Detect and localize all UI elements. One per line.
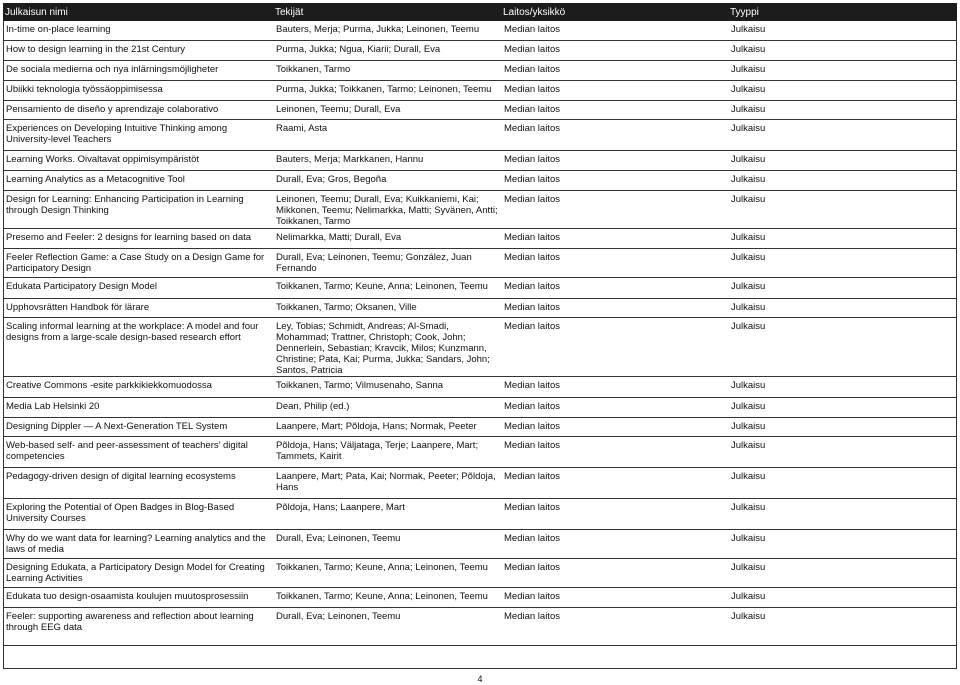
row-type: Julkaisu [731,194,766,205]
row-type: Julkaisu [731,84,766,95]
table-row [4,437,956,468]
row-unit: Median laitos [504,421,560,432]
row-title: How to design learning in the 21st Century [6,44,186,55]
row-title: Design for Learning: Enhancing Participation in Learning through Design Thinking [6,194,244,216]
table-row [4,588,956,608]
row-type: Julkaisu [731,502,766,513]
row-unit: Median laitos [504,562,560,573]
row-type: Julkaisu [731,252,766,263]
row-authors: Toikkanen, Tarmo [276,64,351,75]
row-title: Designing Dippler — A Next-Generation TEL System [6,421,228,432]
row-unit: Median laitos [504,84,560,95]
row-unit: Median laitos [504,123,560,134]
row-type: Julkaisu [731,421,766,432]
table-row [4,21,956,41]
row-title: Why do we want data for learning? Learning analytics and the laws of media [6,533,266,555]
table-row [4,41,956,61]
row-title: Pensamiento de diseño y aprendizaje colaborativo [6,104,219,115]
row-unit: Median laitos [504,154,560,165]
row-authors: Toikkanen, Tarmo; Oksanen, Ville [276,302,417,313]
row-type: Julkaisu [731,401,766,412]
row-type: Julkaisu [731,232,766,243]
row-title: Upphovsrätten Handbok för lärare [6,302,150,313]
row-unit: Median laitos [504,440,560,451]
row-type: Julkaisu [731,44,766,55]
row-unit: Median laitos [504,471,560,482]
row-unit: Median laitos [504,104,560,115]
table-row [4,249,956,278]
header-authors: Tekijät [275,7,304,18]
row-authors: Toikkanen, Tarmo; Keune, Anna; Leinonen, Teemu [276,591,488,602]
row-title: Edukata tuo design-osaamista koulujen muutosprosessiin [6,591,249,602]
header-type: Tyyppi [730,7,759,18]
row-unit: Median laitos [504,24,560,35]
row-authors: Purma, Jukka; Toikkanen, Tarmo; Leinonen, Teemu [276,84,492,95]
row-authors: Dean, Philip (ed.) [276,401,350,412]
row-title: Creative Commons -esite parkkikiekkomuodossa [6,380,212,391]
row-authors: Toikkanen, Tarmo; Keune, Anna; Leinonen, Teemu [276,562,488,573]
row-title: Presemo and Feeler: 2 designs for learning based on data [6,232,252,243]
table-row [4,418,956,437]
row-unit: Median laitos [504,591,560,602]
row-unit: Median laitos [504,502,560,513]
table-header [3,3,957,21]
table-row [4,229,956,249]
page-number: 4 [477,674,483,684]
row-title: Feeler Reflection Game: a Case Study on a Design Game for Participatory Design [6,252,265,274]
table-row [4,468,956,499]
row-type: Julkaisu [731,471,766,482]
row-type: Julkaisu [731,154,766,165]
row-authors: Leinonen, Teemu; Durall, Eva; Kuikkaniemi, Kai; Mikkonen, Teemu; Nelimarkka, Matti; Syvänen, Antti; Toikkanen, Tarmo [276,194,498,227]
row-authors: Nelimarkka, Matti; Durall, Eva [276,232,402,243]
row-unit: Median laitos [504,194,560,205]
row-authors: Ley, Tobias; Schmidt, Andreas; Al-Smadi, Mohammad; Trattner, Christoph; Cook, John; Dennerlein, Sebastian; Kravcik, Milos; Kunzmann, Christine; Pata, Kai; Purma, Jukka; Sandars, John; Santos, Patricia [276,321,490,376]
table-row [4,81,956,101]
table-row [4,299,956,318]
row-authors: Durall, Eva; Leinonen, Teemu [276,611,401,622]
row-unit: Median laitos [504,281,560,292]
row-unit: Median laitos [504,64,560,75]
row-type: Julkaisu [731,64,766,75]
row-authors: Purma, Jukka; Ngua, Kiarii; Durall, Eva [276,44,441,55]
row-title: Experiences on Developing Intuitive Thinking among University-level Teachers [6,123,228,145]
table-row [4,151,956,171]
row-unit: Median laitos [504,533,560,544]
row-authors: Durall, Eva; Leinonen, Teemu [276,533,401,544]
row-authors: Durall, Eva; Leinonen, Teemu; González, Juan Fernando [276,252,472,274]
row-unit: Median laitos [504,44,560,55]
row-type: Julkaisu [731,281,766,292]
row-title: Web-based self- and peer-assessment of teachers’ digital competencies [6,440,248,462]
row-type: Julkaisu [731,302,766,313]
publication-table [3,3,957,669]
row-type: Julkaisu [731,123,766,134]
row-unit: Median laitos [504,380,560,391]
table-row [4,608,956,646]
row-title: Learning Analytics as a Metacognitive Tool [6,174,185,185]
table-row [4,398,956,418]
row-authors: Põldoja, Hans; Laanpere, Mart [276,502,405,513]
table-row [4,499,956,530]
table-row [4,278,956,299]
row-unit: Median laitos [504,174,560,185]
row-authors: Laanpere, Mart; Pata, Kai; Normak, Peeter; Põldoja, Hans [276,471,496,493]
row-authors: Raami, Asta [276,123,328,134]
row-type: Julkaisu [731,24,766,35]
header-unit: Laitos/yksikkö [503,7,566,18]
row-title: In-time on-place learning [6,24,111,35]
row-type: Julkaisu [731,174,766,185]
row-type: Julkaisu [731,440,766,451]
table-row [4,61,956,81]
row-type: Julkaisu [731,321,766,332]
row-title: Pedagogy-driven design of digital learning ecosystems [6,471,236,482]
table-row [4,191,956,229]
table-row [4,120,956,151]
row-title: Edukata Participatory Design Model [6,281,158,292]
table-row [4,530,956,559]
row-title: Learning Works. Oivaltavat oppimisympäristöt [6,154,200,165]
row-type: Julkaisu [731,533,766,544]
table-row [4,377,956,398]
row-title: Media Lab Helsinki 20 [6,401,100,412]
table-body [3,21,957,669]
table-row [4,171,956,191]
row-title: Scaling informal learning at the workplace: A model and four designs from a large-scale design-based research effort [6,321,259,343]
row-unit: Median laitos [504,321,560,332]
row-unit: Median laitos [504,611,560,622]
row-title: Ubiikki teknologia työssäoppimisessa [6,84,163,95]
table-row [4,559,956,588]
row-unit: Median laitos [504,302,560,313]
table-row [4,101,956,120]
header-title: Julkaisun nimi [5,7,68,18]
row-authors: Durall, Eva; Gros, Begoña [276,174,387,185]
row-authors: Põldoja, Hans; Väljataga, Terje; Laanpere, Mart; Tammets, Kairit [276,440,479,462]
row-title: Designing Edukata, a Participatory Design Model for Creating Learning Activities [6,562,265,584]
row-unit: Median laitos [504,252,560,263]
row-unit: Median laitos [504,232,560,243]
row-type: Julkaisu [731,562,766,573]
row-authors: Toikkanen, Tarmo; Keune, Anna; Leinonen, Teemu [276,281,488,292]
row-authors: Bauters, Merja; Purma, Jukka; Leinonen, Teemu [276,24,480,35]
row-authors: Bauters, Merja; Markkanen, Hannu [276,154,424,165]
row-type: Julkaisu [731,591,766,602]
row-title: Feeler: supporting awareness and reflection about learning through EEG data [6,611,254,633]
row-authors: Laanpere, Mart; Põldoja, Hans; Normak, Peeter [276,421,477,432]
row-unit: Median laitos [504,401,560,412]
row-title: De sociala medierna och nya inlärningsmöjligheter [6,64,219,75]
row-type: Julkaisu [731,611,766,622]
row-title: Exploring the Potential of Open Badges in Blog-Based University Courses [6,502,235,524]
row-type: Julkaisu [731,104,766,115]
empty-row [4,646,956,669]
row-type: Julkaisu [731,380,766,391]
table-row [4,318,956,377]
row-authors: Toikkanen, Tarmo; Vilmusenaho, Sanna [276,380,444,391]
row-authors: Leinonen, Teemu; Durall, Eva [276,104,401,115]
